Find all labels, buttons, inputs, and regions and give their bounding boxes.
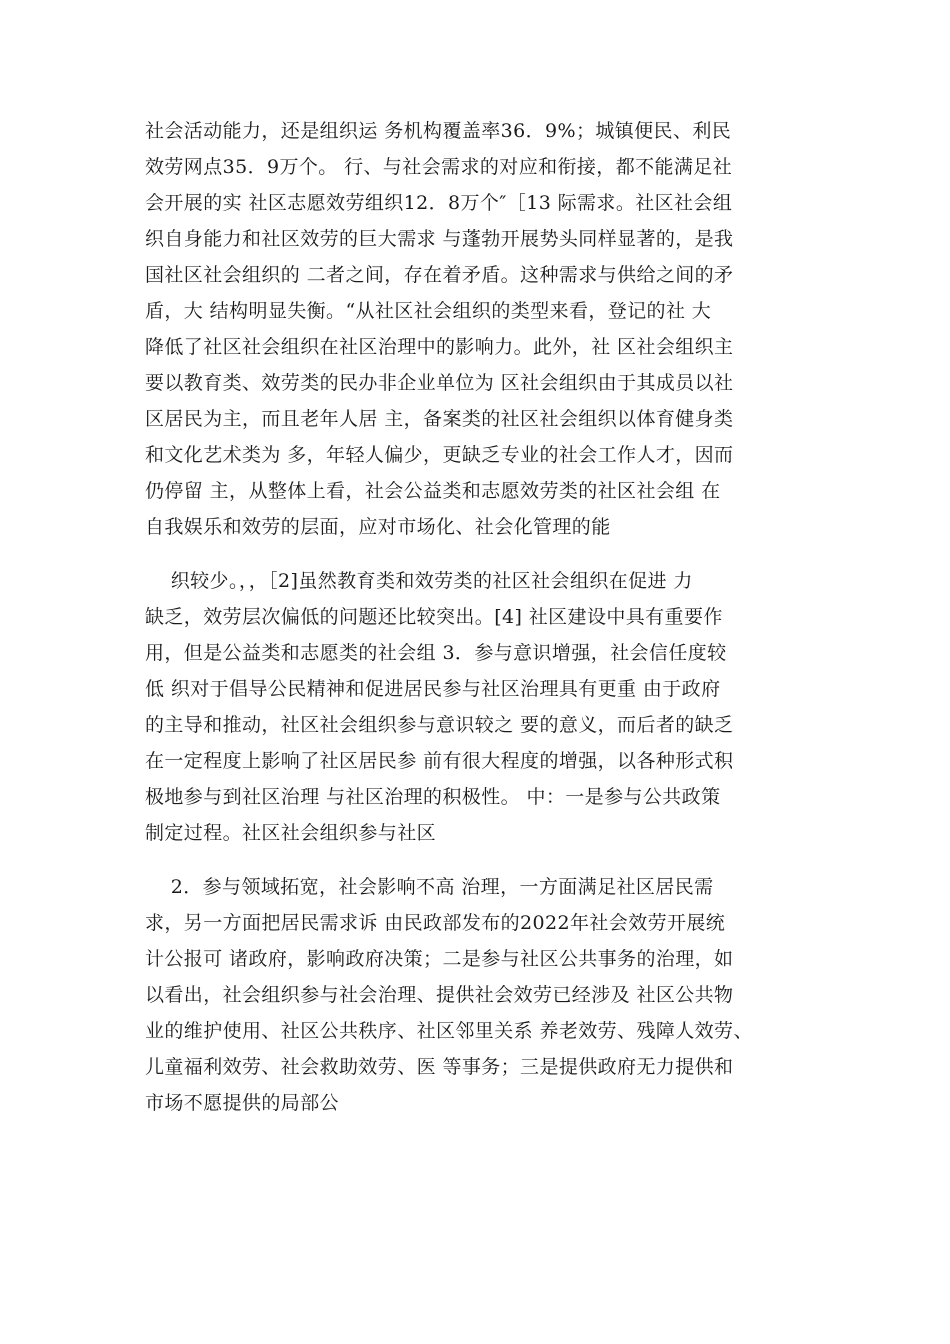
- text-line: 盾，大 结构明显失衡。“从社区社会组织的类型来看，登记的社 大: [145, 300, 712, 322]
- text-line: 要以教育类、效劳类的民办非企业单位为 区社会组织由于其成员以社: [145, 372, 734, 394]
- text-line: 织自身能力和社区效劳的巨大需求 与蓬勃开展势头同样显著的，是我: [145, 228, 734, 250]
- text-line: 的主导和推动，社区社会组织参与意识较之 要的意义，而后者的缺乏: [145, 714, 734, 736]
- text-line: 在一定程度上影响了社区居民参 前有很大程度的增强，以各种形式积: [145, 750, 734, 772]
- text-line: 2．参与领域拓宽，社会影响不高 治理，一方面满足社区居民需: [145, 876, 714, 898]
- text-line: 和文化艺术类为 多，年轻人偏少，更缺乏专业的社会工作人才，因而: [145, 444, 734, 466]
- text-line: 市场不愿提供的局部公: [145, 1092, 340, 1114]
- text-line: 社会活动能力，还是组织运 务机构覆盖率36．9%；城镇便民、利民: [145, 120, 732, 142]
- text-line: 制定过程。社区社会组织参与社区: [145, 822, 437, 844]
- text-line: 求，另一方面把居民需求诉 由民政部发布的2022年社会效劳开展统: [145, 912, 726, 934]
- text-line: 区居民为主，而且老年人居 主，备案类的社区社会组织以体育健身类: [145, 408, 734, 430]
- text-line: 极地参与到社区治理 与社区治理的积极性。 中：一是参与公共政策: [145, 786, 721, 808]
- text-line: 仍停留 主，从整体上看，社会公益类和志愿效劳类的社区社会组 在: [145, 480, 721, 502]
- text-line: 低 织对于倡导公民精神和促进居民参与社区治理具有更重 由于政府: [145, 678, 721, 700]
- text-line: 会开展的实 社区志愿效劳组织12．8万个″［13 际需求。社区社会组: [145, 192, 733, 214]
- text-line: 缺乏，效劳层次偏低的问题还比较突出。[4] 社区建设中具有重要作: [145, 606, 723, 628]
- text-line: 以看出，社会组织参与社会治理、提供社会效劳已经涉及 社区公共物: [145, 984, 734, 1006]
- text-line: 业的维护使用、社区公共秩序、社区邻里关系 养老效劳、残障人效劳、: [145, 1020, 753, 1042]
- text-line: 用，但是公益类和志愿类的社会组 3．参与意识增强，社会信任度较: [145, 642, 727, 664]
- text-line: 儿童福利效劳、社会救助效劳、医 等事务；三是提供政府无力提供和: [145, 1056, 734, 1078]
- text-line: 效劳网点35．9万个。 行、与社会需求的对应和衔接，都不能满足社: [145, 156, 733, 178]
- text-line: 自我娱乐和效劳的层面，应对市场化、社会化管理的能: [145, 516, 611, 538]
- text-line: 降低了社区社会组织在社区治理中的影响力。此外，社 区社会组织主: [145, 336, 734, 358]
- text-line: 国社区社会组织的 二者之间，存在着矛盾。这种需求与供给之间的矛: [145, 264, 734, 286]
- text-line: 织较少。，，［2]虽然教育类和效劳类的社区社会组织在促进 力: [145, 570, 693, 592]
- text-line: 计公报可 诸政府，影响政府决策；二是参与社区公共事务的治理，如: [145, 948, 734, 970]
